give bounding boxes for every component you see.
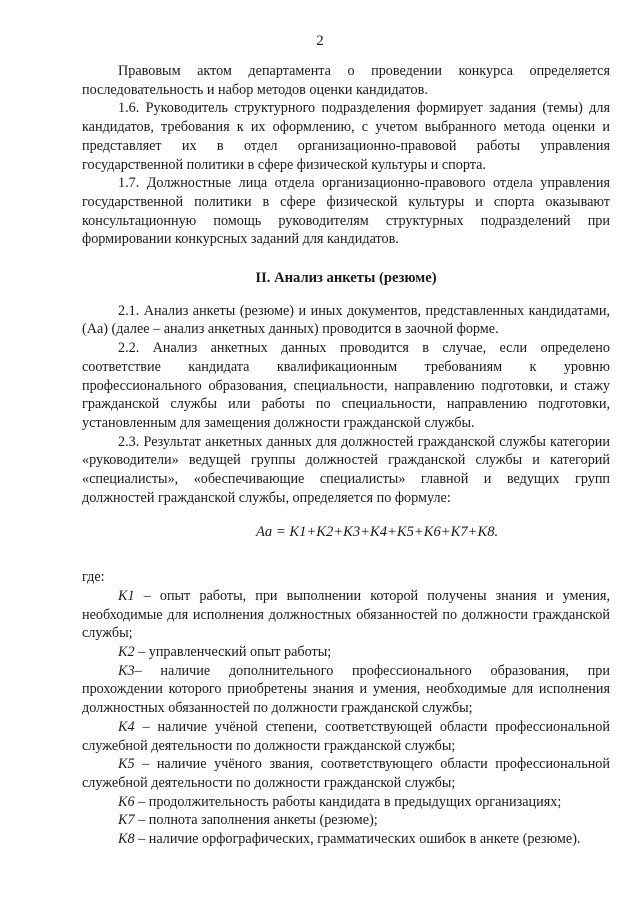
definition-k1 xyxy=(82,587,610,643)
symbol-k3: K3 xyxy=(118,662,135,679)
definition-text: – наличие учёного звания, соответствующего области профессиональной служебной деятельности по должности гражданской службы; xyxy=(82,756,610,791)
definition-k5 xyxy=(82,755,610,792)
definition-text: – наличие дополнительного профессионального образования, при прохождении которого приобретены знания и умения, необходимые для исполнения должностных обязанностей по должности гражданской службы; xyxy=(82,662,610,717)
symbol-k2: K2 xyxy=(118,643,135,660)
definition-k4 xyxy=(82,718,610,755)
paragraph-1-7: 1.7. Должностные лица отдела организационно-правового отдела управления государственной политики в сфере физической культуры и спорта оказывают консультационную помощь руководителям структурных подразделений при формировании конкурсных заданий для кандидатов. xyxy=(82,175,610,248)
definition-text: – наличие орфографических, грамматических ошибок в анкете (резюме). xyxy=(134,831,581,848)
paragraph-intro: Правовым актом департамента о проведении конкурса определяется последовательность и набор методов оценки кандидатов. xyxy=(82,63,610,98)
definition-text: – продолжительность работы кандидата в предыдущих организациях; xyxy=(134,793,562,810)
paragraph-1-6: 1.6. Руководитель структурного подразделения формирует задания (темы) для кандидатов, требования к их оформлению, с учетом выбранного метода оценки и представляет их в отдел организационно-правовой работы управления государственной политики в сфере физической культуры и спорта. xyxy=(82,100,610,173)
paragraph-2-3: 2.3. Результат анкетных данных для должностей гражданской службы категории «руководители» ведущей группы должностей гражданской службы и категорий «специалисты», «обеспечивающие специалисты» главной и ведущих групп должностей гражданской службы, определяется по формуле: xyxy=(82,433,610,506)
section-heading: II. Анализ анкеты (резюме) xyxy=(255,270,437,287)
formula: Aа = K1+K2+K3+K4+K5+K6+K7+K8. xyxy=(256,524,499,541)
definition-k2 xyxy=(82,643,610,662)
symbol-k5: K5 xyxy=(118,756,135,773)
symbol-k7: K7 xyxy=(118,812,135,829)
definition-text: – наличие учёной степени, соответствующей области профессиональной служебной деятельности по должности гражданской службы; xyxy=(82,718,610,754)
definition-k3 xyxy=(82,662,610,718)
symbol-k6: K6 xyxy=(118,793,135,810)
page-number: 2 xyxy=(316,33,324,49)
paragraph-2-1: 2.1. Анализ анкеты (резюме) и иных документов, представленных кандидатами, (Aа) (далее – анализ анкетных данных) проводится в заочной форме. xyxy=(82,302,610,338)
symbol-k8: K8 xyxy=(118,831,135,848)
symbol-k4: K4 xyxy=(118,718,135,735)
paragraph-2-2: 2.2. Анализ анкетных данных проводится в случае, если определено соответствие кандидата квалификационным требованиям к уровню профессионального образования, специальности, направлению подготовки, и стажу гражданской службы или работы по специальности, направлению подготовки, установленным для замещения должности гражданской службы. xyxy=(82,340,610,431)
definition-text: – управленческий опыт работы; xyxy=(134,643,332,660)
definition-text: – опыт работы, при выполнении которой получены знания и умения, необходимые для исполнения должностных обязанностей по должности гражданской службы; xyxy=(82,587,610,642)
definition-k7 xyxy=(82,811,610,830)
definition-text: – полнота заполнения анкеты (резюме); xyxy=(134,812,378,829)
definition-k8 xyxy=(82,830,610,849)
symbol-k1: K1 xyxy=(118,587,135,604)
document-body xyxy=(82,62,610,849)
definition-k6 xyxy=(82,793,610,812)
where-label: где: xyxy=(82,569,105,586)
